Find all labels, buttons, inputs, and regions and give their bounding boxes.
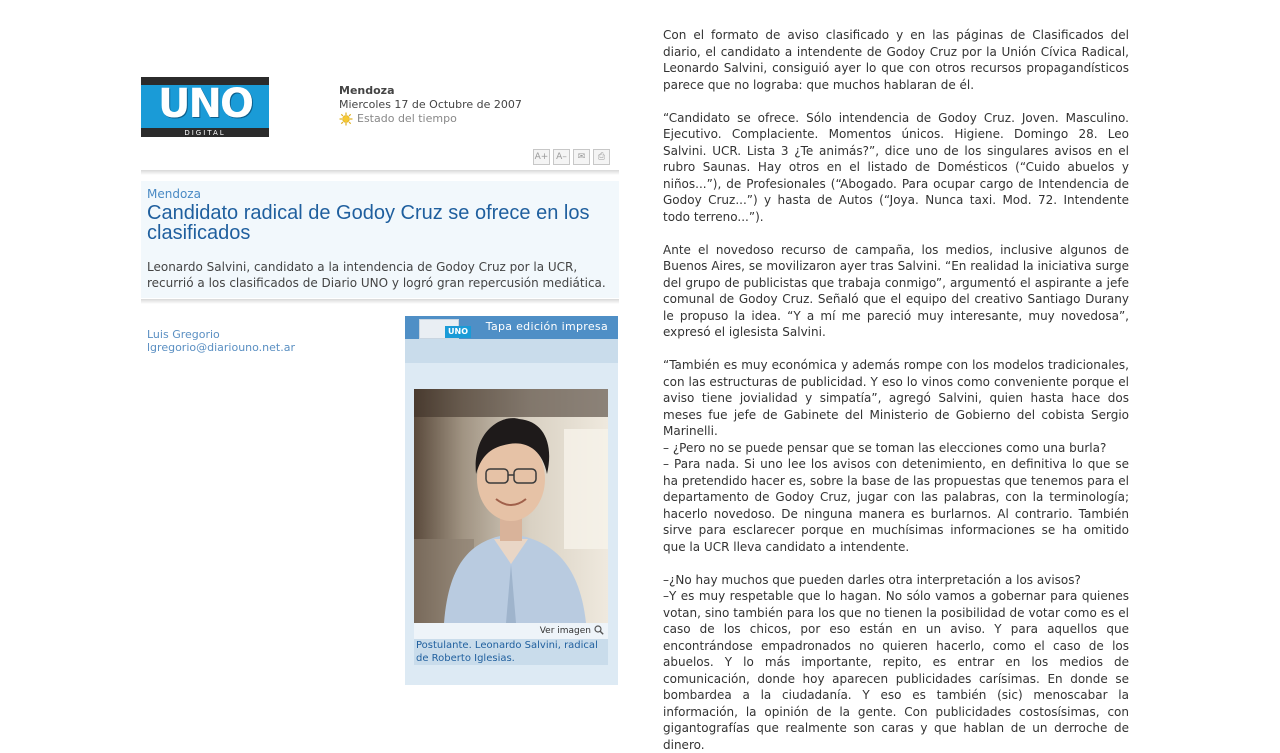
article-paragraph: – ¿Pero no se puede pensar que se toman las elecciones como una burla? (663, 440, 1107, 455)
separator-shadow (141, 299, 619, 304)
author-email-link[interactable]: lgregorio@diariouno.net.ar (147, 341, 295, 354)
article-paragraph: “También es muy económica y además rompe con los modelos tradicionales, con las estructuras de publicidad. Y eso lo vinos como conveniente porque el aviso tiene jovialidad y simpatía”, agregó Salvini, quien hasta hace dos meses fue jefe de Gabinete del Ministerio de Gobierno del cobista Sergio Marinelli. (663, 358, 1129, 438)
tapa-header[interactable] (405, 316, 618, 339)
logo-subtitle: DIGITAL (184, 129, 226, 137)
tapa-band (405, 339, 618, 363)
magnifier-icon (594, 625, 604, 638)
uno-digital-logo[interactable] (141, 77, 269, 137)
article-paragraph: Con el formato de aviso clasificado y en las páginas de Clasificados del diario, el candidato a intendente de Godoy Cruz por la Unión Cívica Radical, Leonardo Salvini, consiguió ayer lo que con otros recursos propagandísticos parece que no lograba: que muchos hablaran de él. (663, 28, 1129, 92)
article-paragraph: “Candidato se ofrece. Sólo intendencia de Godoy Cruz. Joven. Masculino. Ejecutivo. Complaciente. Momentos únicos. Higiene. Domingo 28. Leo Salvini. UCR. Lista 3 ¿Te animás?”, dice uno de los singulares avisos en el rubro Saunas. Hay otros en el listado de Domésticos (“Cuido abuelos y niños...”), de Profesionales (“Abogado. Para ocupar cargo de Intendencia de Godoy Cruz...”) y hasta de Autos (“Joya. Nunca taxi. Mod. 72. Intendente todo terreno...”). (663, 110, 1129, 224)
edition-city: Mendoza (339, 84, 395, 97)
separator-shadow (141, 170, 619, 175)
font-decrease-button[interactable]: A– (553, 149, 570, 165)
article-paragraph: – Para nada. Si uno lee los avisos con detenimiento, en definitiva lo que se ha pretendido hacer es, sobre la base de las propuestas que tenemos para el departamento de Godoy Cruz, jugar con las palabras, con la terminología; hacerlo novedoso. De ninguna manera es burlarnos. Al contrario. También sirve para esclarecer porque en muchísimas informaciones se ha omitido que la UCR lleva candidato a intendente. (663, 457, 1129, 554)
logo-wordmark: UNO (158, 81, 252, 127)
headline-box (141, 181, 619, 298)
article-paragraph: Ante el novedoso recurso de campaña, los medios, inclusive algunos de Buenos Aires, se movilizaron ayer tras Salvini. “En realidad la iniciativa surge del grupo de publicistas que trabaja conmigo”, argumentó el aspirante a jefe comunal de Godoy Cruz. Señaló que el equipo del creativo Santiago Durany le propuso la idea. “Y a mí me pareció muy interesante, muy novedosa”, expresó el iglesista Salvini. (663, 242, 1129, 339)
email-icon[interactable]: ✉ (573, 149, 590, 165)
ver-imagen-label: Ver imagen (539, 626, 591, 636)
mini-logo: UNO (445, 326, 471, 338)
article-title: Candidato radical de Godoy Cruz se ofrece en los clasificados (147, 202, 590, 244)
author-block (147, 328, 295, 354)
article-paragraph: –Y es muy respetable que lo hagan. No sólo vamos a gobernar para quienes votan, sino también para los que no tienen la posibilidad de votar como es el caso de los chicos, por eso están en un aviso. Y para aquellos que encontrándose empadronados no quieren hacerlo, como el caso de los abuelos. Y lo más importante, repito, es entrar en los medios de comunicación, donde hoy aparecen publicidades carísimas. En donde se bombardea a la ciudadanía. Y eso es también (sic) menoscabar la información, la opinión de la gente. Con publicidades costosísimas, con gigantografías que realmente son caras y que hablan de un derroche de dinero. (663, 589, 1129, 752)
author-name: Luis Gregorio (147, 328, 220, 341)
sun-icon (339, 112, 353, 126)
article-tools (533, 149, 610, 165)
edition-info (339, 84, 522, 126)
article-body (663, 27, 1129, 753)
font-increase-button[interactable]: A+ (533, 149, 550, 165)
weather-link[interactable] (339, 112, 522, 126)
ver-imagen-link[interactable] (414, 623, 608, 639)
article-photo[interactable] (414, 389, 608, 623)
article-lead: Leonardo Salvini, candidato a la intendencia de Godoy Cruz por la UCR, recurrió a los clasificados de Diario UNO y logró gran repercusión mediática. (147, 260, 606, 290)
article-paragraph: –¿No hay muchos que pueden darles otra interpretación a los avisos? (663, 572, 1081, 587)
tapa-panel (405, 316, 618, 685)
tapa-label: Tapa edición impresa (485, 320, 608, 333)
print-icon[interactable]: ⎙ (593, 149, 610, 165)
weather-link-label: Estado del tiempo (357, 112, 457, 125)
section-label: Mendoza (147, 187, 201, 201)
edition-date: Miercoles 17 de Octubre de 2007 (339, 98, 522, 111)
photo-caption: Postulante. Leonardo Salvini, radical de Roberto Iglesias. (414, 639, 608, 665)
